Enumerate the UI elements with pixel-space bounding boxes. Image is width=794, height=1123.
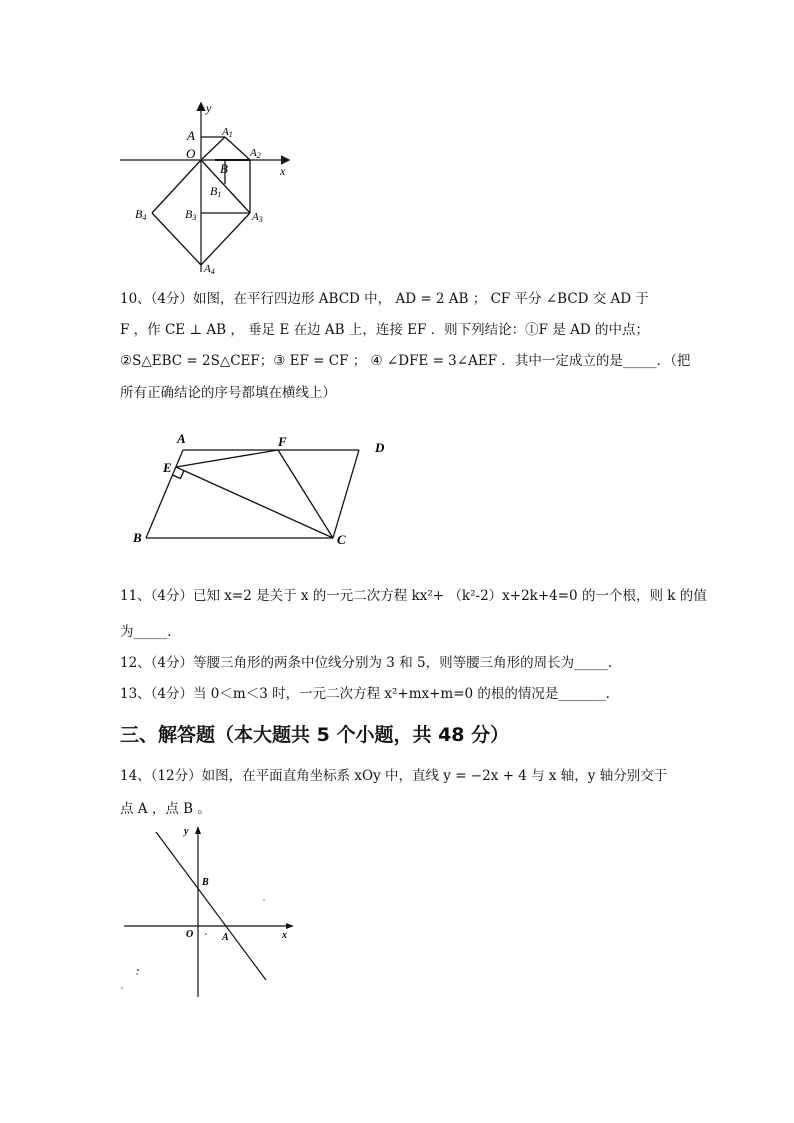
point-O: O (186, 146, 196, 161)
figure-parallelogram (125, 428, 395, 548)
section-heading: 三、解答题（本大题共 5 个小题，共 48 分） (120, 724, 510, 746)
point-A: A (222, 932, 229, 943)
point-B3: B3 (185, 207, 197, 222)
q14-line-2: 点 A ，点 B 。 (120, 801, 211, 817)
point-B4: B4 (135, 207, 147, 222)
point-F: F (278, 434, 287, 449)
point-B: B (133, 530, 142, 545)
q11-line-1: 11、（4分）已知 x=2 是关于 x 的一元二次方程 kx²+ （k²-2）x+2k+4=0 的一个根，则 k 的值 (120, 588, 707, 604)
graph-line (156, 832, 266, 980)
point-B: B (202, 877, 209, 888)
point-A2: A2 (250, 147, 261, 160)
q11-line-2: 为_____. (120, 624, 172, 640)
q13-line-1: 13、（4分）当 0＜m＜3 时，一元二次方程 x²+mx+m=0 的根的情况是_______. (120, 686, 610, 702)
q14-line-1: 14、（12分）如图，在平面直角坐标系 xOy 中，直线 y = −2x + 4 与 x 轴，y 轴分别交于 (120, 768, 668, 784)
q10-line-4: 所有正确结论的序号都填在横线上） (120, 385, 336, 401)
point-A4: A4 (204, 263, 215, 276)
axis-label-x: x (282, 930, 287, 941)
point-D: D (375, 440, 385, 455)
q10-line-1: 10、（4分）如图，在平行四边形 ABCD 中， AD = 2 AB ； CF 平分 ∠BCD 交 AD 于 (120, 291, 649, 307)
axis-label-x: x (280, 164, 286, 178)
point-O: O (186, 929, 194, 940)
point-E: E (163, 460, 172, 475)
q10-line-2: F ，作 CE ⊥ AB ， 垂足 E 在边 AB 上，连接 EF ．则下列结论：①F 是 AD 的中点； (120, 322, 649, 338)
axis-label-y: y (206, 101, 212, 115)
point-A: A (187, 128, 195, 143)
point-B: B (220, 161, 228, 176)
q12-line-1: 12、（4分）等腰三角形的两条中位线分别为 3 和 5，则等腰三角形的周长为_____. (120, 655, 613, 671)
point-A1: A1 (222, 126, 233, 139)
point-B1: B1 (210, 184, 222, 199)
axis-label-y: y (184, 826, 189, 837)
point-A3: A3 (252, 211, 263, 224)
figure-spiral-squares (110, 100, 310, 280)
point-A: A (177, 431, 186, 446)
point-C: C (337, 532, 346, 547)
figure-line-graph (118, 822, 298, 1002)
q10-line-3: ②S△EBC = 2S△CEF；③ EF = CF ； ④ ∠DFE = 3∠AEF ．其中一定成立的是_____．（把 (120, 353, 691, 369)
